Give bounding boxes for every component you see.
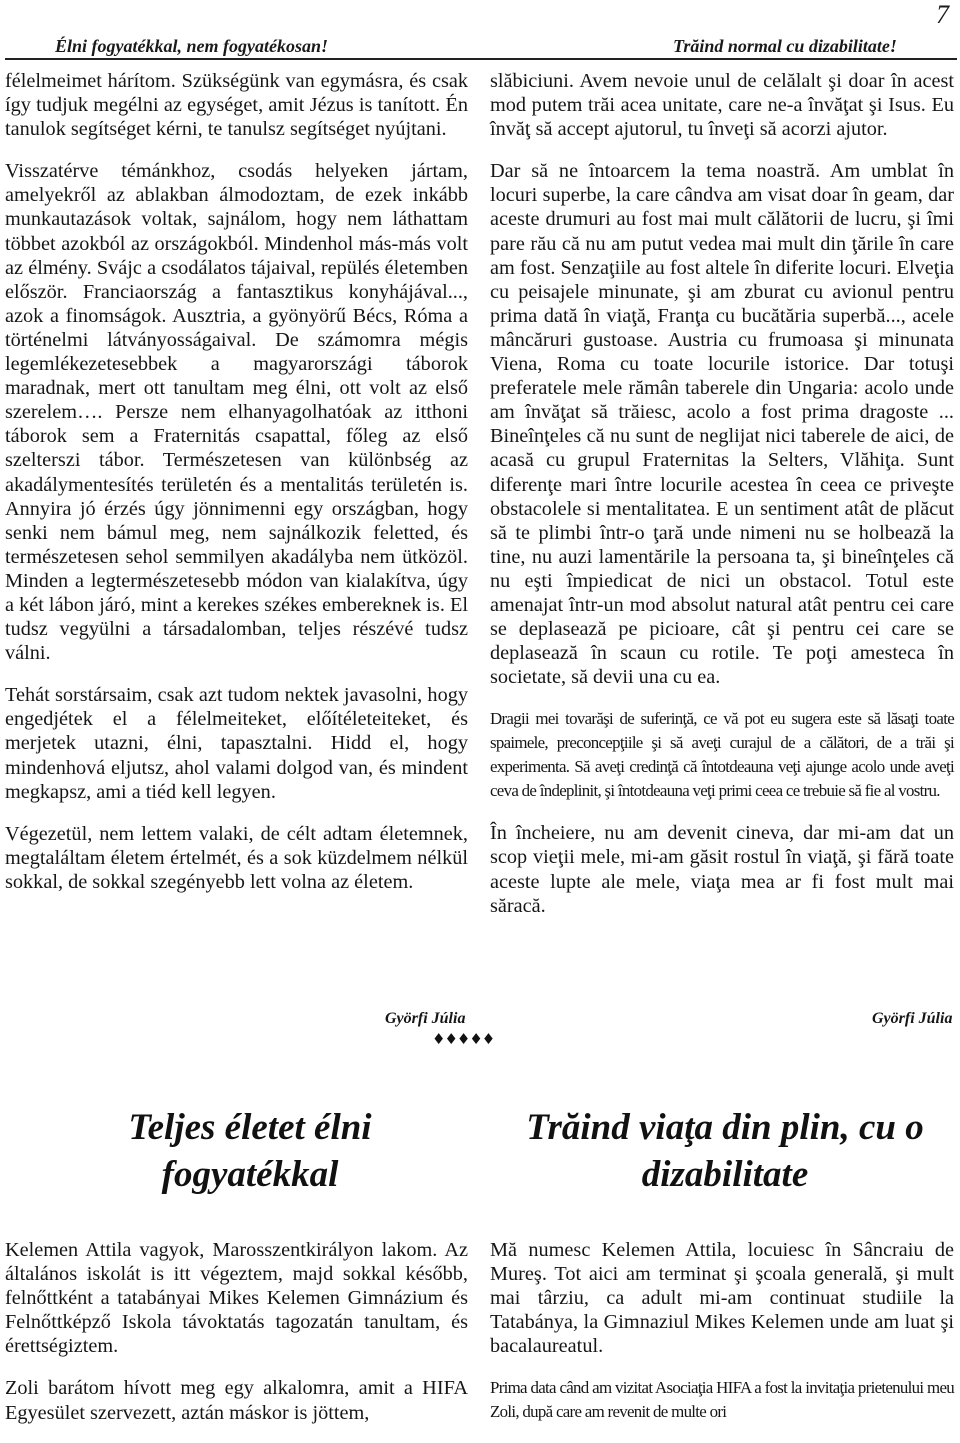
romanian-article-continued [490,69,954,936]
hu-paragraph-3: Tehát sorstársaim, csak azt tudom nektek javasolni, hogy engedjétek el a félelmeiteket, előítéleteiteket, és merjetek utazni, élni, tapasztalni. Hidd el, hogy mindenhová eljutsz, ahol valami dolgod van, és mindent megkapsz, ami a tiéd kell legyen. [5,684,468,803]
ro-title-line-1: Trăind viaţa din plin, cu o [526,1107,924,1148]
hungarian-article-new [5,1238,468,1443]
ro2-paragraph-1: Mă numesc Kelemen Attila, locuiesc în Sâncraiu de Mureş. Tot aici am terminat şi şcoala generală, şi mult mai târziu, ca adult mi-am continuat studiile la Tatabánya, la Gimnaziul Mikes Kelemen unde am luat şi bacalaureatul. [490,1239,954,1358]
romanian-article-new [490,1238,954,1442]
hu2-paragraph-2: Zoli barátom hívott meg egy alkalomra, amit a HIFA Egyesület szervezett, aztán máskor is jöttem, [5,1377,468,1424]
header-title-romanian: Trăind normal cu dizabilitate! [673,36,897,56]
page-number: 7 [936,0,949,29]
hu-author-signature: Györfi Júlia [385,1010,466,1027]
diamond-separator-icon: ♦♦♦♦♦ [432,1030,495,1048]
ro-paragraph-4: În încheiere, nu am devenit cineva, dar mi-am dat un scop vieţii mele, mi-am găsit rostul în viaţă, şi fără toate aceste lupte ale mele, viaţa mea ar fi fost mult mai săracă. [490,822,954,917]
ro-paragraph-3: Dragii mei tovarăşi de suferinţă, ce vă pot eu sugera este să lăsaţi toate spaimele, preconcepţiile şi să aveţi curajul de a călători, de a trăi şi experimenta. Să aveţi credinţă că întotdeauna veţi ajunge acolo unde aveţi ceva de îndeplinit, şi întotdeauna veţi primi ceea ce trebuie să fie al vostru. [490,709,954,801]
ro-author-signature: Györfi Júlia [872,1010,953,1027]
ro-paragraph-2: Dar să ne întoarcem la tema noastră. Am umblat în locuri superbe, la care cândva am visat doar în geam, dar aceste drumuri au fost mai mult călătorii de lucru, şi îmi pare rău că nu am putut vedea mai mult din ţările în care am fost. Senzaţiile au fost altele în diferite locuri. Elveţia cu peisajele minunate, şi am zburat cu avionul pentru prima dată în viaţă, Franţa cu bucătăria superbă..., acele mâncăruri gustoase. Austria cu frumoasa şi minunata Viena, Roma cu toate locurile istorice. Dar totuşi preferatele mele rămân taberele din Ungaria: acolo unde am învăţat să trăiesc, acolo a fost prima dragoste ... Bineînţeles că nu sunt de neglijat nici taberele de aici, de acasă cu grupul Fraternitas la Selters, Vlăhiţa. Sunt diferenţe mari între locurile acestea în ceea ce priveşte obstacolele si mentalitatea. E un sentiment atât de plăcut să te plimbi într-o ţară unde nimeni nu se holbează la tine, nu auzi lamentările la persoana ta, şi bineînţeles că nu eşti împiedicat de nici un obstacol. Totul este amenajat într-un mod absolut natural atât pentru cei care se deplasează pe picioare, cât şi pentru cei care se deplasează în scaun cu rotile. Te poţi amesteca în societate, să devii una cu ea. [490,160,954,689]
hu-title-line-1: Teljes életet élni [128,1107,372,1148]
ro-article-title [500,1104,950,1198]
hungarian-article-continued [5,69,468,912]
hu-title-line-2: fogyatékkal [161,1154,339,1195]
hu-paragraph-2: Visszatérve témánkhoz, csodás helyeken jártam, amelyekről az ablakban álmodoztam, de ezek inkább munkautazások voltak, sajnálom, hogy nem láthattam többet azokból az országokból. Mindenhol más-más volt az élmény. Svájc a csodálatos tájaival, repülés életemben először. Franciaország a fantasztikus konyhájával..., azok a finomságok. Ausztria, a gyönyörű Bécs, Róma a történelmi látványosságaival. De számomra mégis legemlékezetesebbek a magyarországi táborok maradnak, mert ott tanultam meg élni, ott volt az első szerelem…. Persze nem elhanyagolhatóak az itthoni táborok sem a Fraternitás csapattal, főleg az első szelterszi tábor. Természetesen van különbség az akadálymentesítés területén és a mentalitás területén is. Annyira jó érzés úgy jönnimenni egy országban, hogy senki nem bámul meg, nem sajnálkozik feletted, és természetesen sehol semmilyen akadályba nem ütközöl. Minden a legtermészetesebb módon van kialakítva, úgy a két lábon járó, mint a kerekes székes embereknek is. El tudsz vegyülni a társadalomban, teljes részévé tudsz válni. [5,160,468,665]
ro-paragraph-1: slăbiciuni. Avem nevoie unul de celălalt şi doar în acest mod putem trăi acea unitate, care ne-a învăţat şi Isus. Eu învăţ să accept ajutorul, tu înveţi să acorzi ajutor. [490,70,954,141]
ro-title-line-2: dizabilitate [641,1154,809,1195]
hu-paragraph-1: félelmeimet hárítom. Szükségünk van egymásra, és csak így tudjuk megélni az egységet, amit Jézus is tanított. Én tanulok segítséget kérni, te tanulsz segítséget nyújtani. [5,70,468,141]
header-rule [5,58,957,60]
hu-article-title [40,1104,460,1198]
header-title-hungarian: Élni fogyatékkal, nem fogyatékosan! [55,36,328,56]
hu-paragraph-4: Végezetül, nem lettem valaki, de célt adtam életemnek, megtaláltam életem értelmét, és a sok küzdelmem nélkül sokkal, de sokkal szegényebb lett volna az életem. [5,822,468,893]
ro2-paragraph-2: Prima data când am vizitat Asociaţia HIFA a fost la invitaţia prietenului meu Zoli, după care am revenit de multe ori [490,1378,954,1422]
hu2-paragraph-1: Kelemen Attila vagyok, Marosszentkirályon lakom. Az általános iskolát is itt végeztem, majd sokkal később, felnőttként a tatabányai Mikes Kelemen Gimnázium és Felnőttképző Iskola távoktatás tagozatán tanultam, és érettségiztem. [5,1239,468,1358]
